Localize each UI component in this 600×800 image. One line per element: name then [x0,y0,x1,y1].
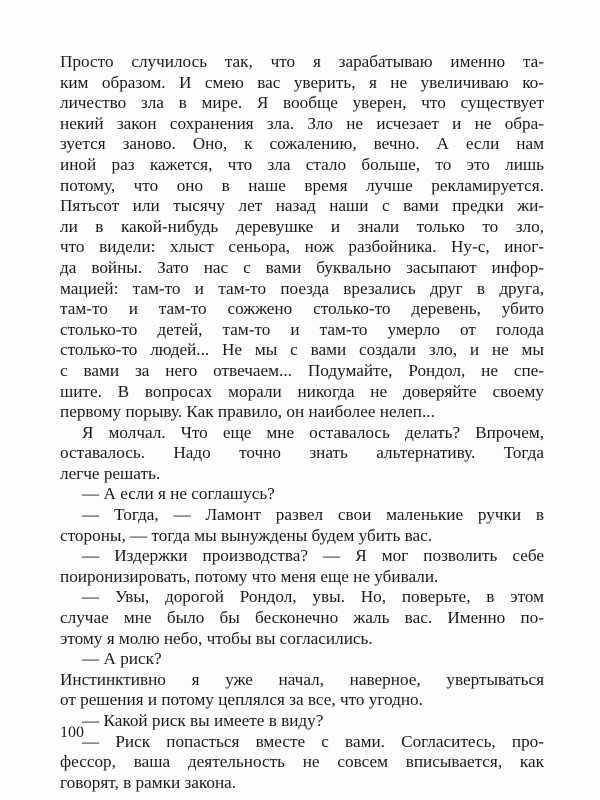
text-line: мацией: там-то и там-то поезда врезались друг в друга, [60,278,544,298]
text-line: с вами за него отвечаем... Подумайте, Рондол, не спе- [60,360,544,380]
text-line: — А риск? [82,649,162,669]
text-line: этому я молю небо, чтобы вы согласились. [60,628,373,648]
text-line: Пятьсот или тысячу лет назад наши с вами предки жи- [60,196,544,216]
text-line: оставалось. Надо точно знать альтернативу. Тогда [60,443,544,463]
text-line: фессор, ваша деятельность не совсем вписывается, как [60,752,544,772]
text-line: случае мне было бы бесконечно жаль вас. Именно по- [60,608,544,628]
text-line: — Какой риск вы имеете в виду? [82,711,324,730]
text-line: ли в какой-нибудь деревушке и знали только то зло, [60,216,544,236]
text-line: личество зла в мире. Я вообще уверен, что существует [60,93,544,113]
text-line: там-то и там-то сожжено столько-то деревень, убито [60,299,544,319]
text-line: говорят, в рамки закона. [60,772,237,792]
text-line: шите. В вопросах морали никогда не доверяйте своему [60,381,544,401]
text-line: что видели: хлыст сеньора, нож разбойника. Ну-с, иног- [60,237,544,257]
text-line: — Увы, дорогой Рондол, увы. Но, поверьте, в этом [82,587,544,607]
text-line: легче решать. [60,463,161,483]
text-line: иной раз кажется, что зла стало больше, то это лишь [60,154,544,174]
text-line: поиронизировать, потому что меня еще не убивали. [60,566,439,586]
text-line: — А если я не соглашусь? [82,484,275,504]
text-line: первому порыву. Как правило, он наиболее нелеп... [60,402,435,422]
text-line: Я молчал. Что еще мне оставалось делать? Впрочем, [82,422,544,442]
text-line: стороны, — тогда мы вынуждены будем убить вас. [60,525,433,545]
text-line: потому, что оно в наше время лучше рекламируется. [60,175,544,195]
text-line: зуется заново. Оно, к сожалению, вечно. А если нам [60,134,544,154]
text-line: — Издержки производства? — Я мог позволить себе [82,546,544,566]
text-line: некий закон сохранения зла. Зло не исчезает и не обра- [60,113,544,133]
text-line: Просто случилось так, что я зарабатываю именно та- [60,52,544,71]
text-line: столько-то людей... Не мы с вами создали зло, и не мы [60,340,544,360]
text-line: Инстинктивно я уже начал, наверное, увертываться [60,669,544,689]
text-line: от решения и потому цеплялся за все, что угодно. [60,690,423,710]
text-line: — Тогда, — Ламонт развел свои маленькие ручки в [82,505,544,525]
page-number: 100 [60,724,84,741]
text-line: — Риск попасться вместе с вами. Согласитесь, про- [82,731,544,751]
text-line: ким образом. И смею вас уверить, я не увеличиваю ко- [60,72,544,92]
text-line: столько-то детей, там-то и там-то умерло от голода [60,319,544,339]
text-line: да войны. Зато нас с вами буквально засыпают инфор- [60,257,544,277]
body-text [60,52,544,793]
